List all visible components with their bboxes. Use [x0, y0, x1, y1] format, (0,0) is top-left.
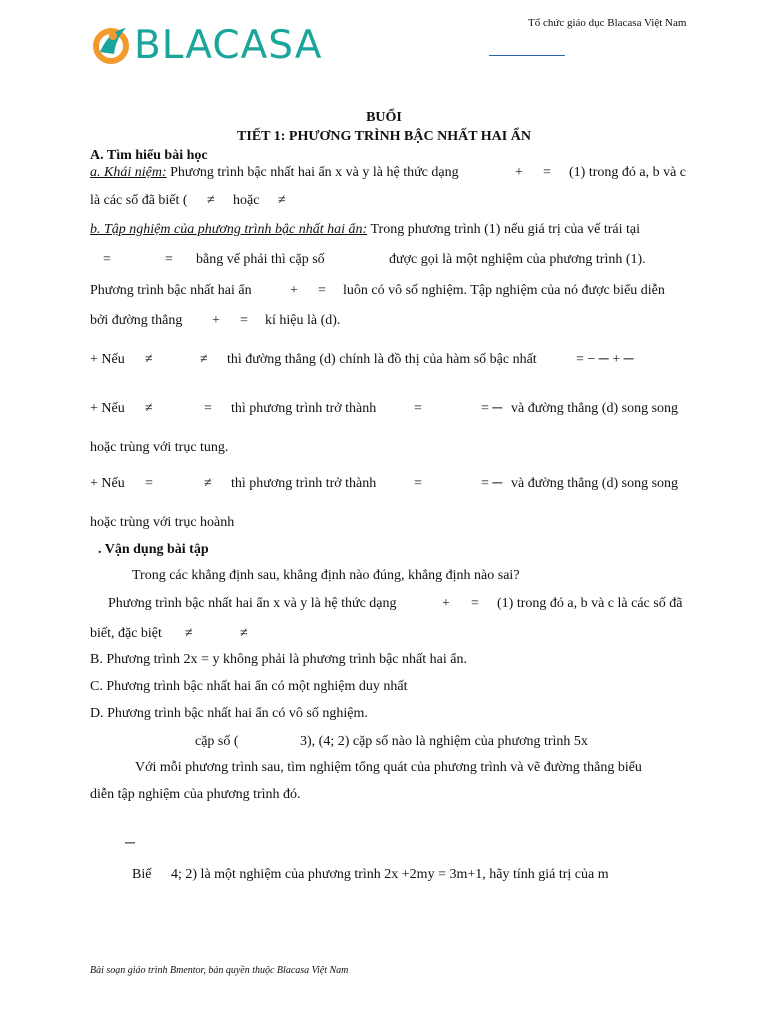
solution-set-text: Trong phương trình (1) nếu giá trị của vế trái tại	[367, 222, 640, 237]
case-2-op1: ≠	[145, 401, 153, 416]
concept-line-1	[90, 165, 459, 181]
question-4-start: Biế	[132, 867, 152, 882]
section-a-heading: A. Tìm hiểu bài học	[90, 148, 208, 163]
option-c: C. Phương trình bậc nhất hai ẩn có một nghiệm duy nhất	[90, 679, 408, 694]
concept-eq: =	[543, 165, 551, 180]
case-2-continuation: hoặc trùng với trục tung.	[90, 440, 229, 455]
solution-set-label: b. Tập nghiệm của phương trình bậc nhất hai ẩn:	[90, 222, 368, 237]
case-1-op1: ≠	[145, 352, 153, 367]
concept-label: a. Khái niệm:	[90, 165, 167, 180]
concept-end: (1) trong đó a, b và c	[569, 165, 687, 180]
concept-neq-2: ≠	[278, 193, 286, 208]
option-a-end: (1) trong đó a, b và c là các số đã	[497, 596, 683, 611]
case-3-op2: ≠	[204, 476, 212, 491]
case-3-end: và đường thẳng (d) song song	[511, 476, 679, 491]
session-title: BUỔI	[366, 110, 402, 125]
case-1-op2: ≠	[200, 352, 208, 367]
header-underline	[489, 55, 565, 56]
option-a-plus: +	[442, 596, 450, 611]
case-2-op2: =	[204, 401, 212, 416]
solution-plus-4: +	[212, 313, 220, 328]
option-d: D. Phương trình bậc nhất hai ẩn có vô số nghiệm.	[90, 706, 368, 721]
solution-set-line-1	[90, 222, 640, 238]
organization-name: Tổ chức giáo dục Blacasa Việt Nam	[528, 17, 687, 29]
concept-text: Phương trình bậc nhất hai ẩn x và y là hệ thức dạng	[166, 165, 459, 180]
solution-end-3: luôn có vô số nghiệm. Tập nghiệm của nó được biểu diễn	[343, 283, 665, 298]
solution-eq-1: =	[103, 252, 111, 267]
solution-end-2: được gọi là một nghiệm của phương trình (1).	[389, 252, 646, 267]
option-b: B. Phương trình 2x = y không phải là phương trình bậc nhất hai ẩn.	[90, 652, 467, 667]
case-3-eq: =	[414, 476, 422, 491]
concept-line-2: là các số đã biết (	[90, 193, 188, 208]
question-1: Trong các khẳng định sau, khẳng định nào đúng, khẳng định nào sai?	[132, 568, 520, 583]
case-1-formula: = − ─ + ─	[576, 352, 634, 367]
question-3-line-2: diễn tập nghiệm của phương trình đó.	[90, 787, 301, 802]
case-3-start: + Nếu	[90, 476, 125, 491]
blacasa-logo-icon	[92, 22, 132, 70]
question-3-dash: ─	[125, 836, 135, 851]
section-b-heading: . Vận dụng bài tập	[98, 542, 209, 557]
case-2-end: và đường thẳng (d) song song	[511, 401, 679, 416]
question-4-end: 4; 2) là một nghiệm của phương trình 2x +2my = 3m+1, hãy tính giá trị của m	[171, 867, 609, 882]
question-3-line-1: Với mỗi phương trình sau, tìm nghiệm tổng quát của phương trình và vẽ đường thẳng biểu	[135, 760, 642, 775]
solution-line-4: bởi đường thẳng	[90, 313, 183, 328]
solution-end-4: kí hiệu là (d).	[265, 313, 341, 328]
question-2-start: cặp số (	[195, 734, 239, 749]
question-2-end: 3), (4; 2) cặp số nào là nghiệm của phương trình 5x	[300, 734, 588, 749]
lesson-title: TIẾT 1: PHƯƠNG TRÌNH BẬC NHẤT HAI ẨN	[237, 129, 531, 144]
concept-plus: +	[515, 165, 523, 180]
case-3-op1: =	[145, 476, 153, 491]
blacasa-logo	[92, 22, 322, 70]
option-a-neq-2: ≠	[240, 626, 248, 641]
case-3-formula: = ─	[481, 476, 503, 491]
option-a-neq-1: ≠	[185, 626, 193, 641]
case-1-start: + Nếu	[90, 352, 125, 367]
solution-line-3: Phương trình bậc nhất hai ẩn	[90, 283, 252, 298]
case-2-text: thì phương trình trở thành	[231, 401, 377, 416]
concept-neq-1: ≠	[207, 193, 215, 208]
option-a-line-1: Phương trình bậc nhất hai ẩn x và y là hệ thức dạng	[108, 596, 397, 611]
case-2-eq: =	[414, 401, 422, 416]
case-1-text: thì đường thẳng (d) chính là đồ thị của hàm số bậc nhất	[227, 352, 537, 367]
option-a-line-2: biết, đặc biệt	[90, 626, 162, 641]
option-a-eq: =	[471, 596, 479, 611]
solution-text-2: bằng vế phải thì cặp số	[196, 252, 325, 267]
solution-eq-2: =	[165, 252, 173, 267]
case-2-formula: = ─	[481, 401, 503, 416]
footer-copyright: Bài soạn giáo trình Bmentor, bản quyền thuộc Blacasa Việt Nam	[90, 965, 349, 976]
solution-plus-3: +	[290, 283, 298, 298]
case-2-start: + Nếu	[90, 401, 125, 416]
concept-hoac: hoặc	[233, 193, 260, 208]
solution-eq-3: =	[318, 283, 326, 298]
case-3-text: thì phương trình trở thành	[231, 476, 377, 491]
solution-eq-4: =	[240, 313, 248, 328]
logo-text: BLACASA	[134, 23, 323, 68]
case-3-continuation: hoặc trùng với trục hoành	[90, 515, 235, 530]
